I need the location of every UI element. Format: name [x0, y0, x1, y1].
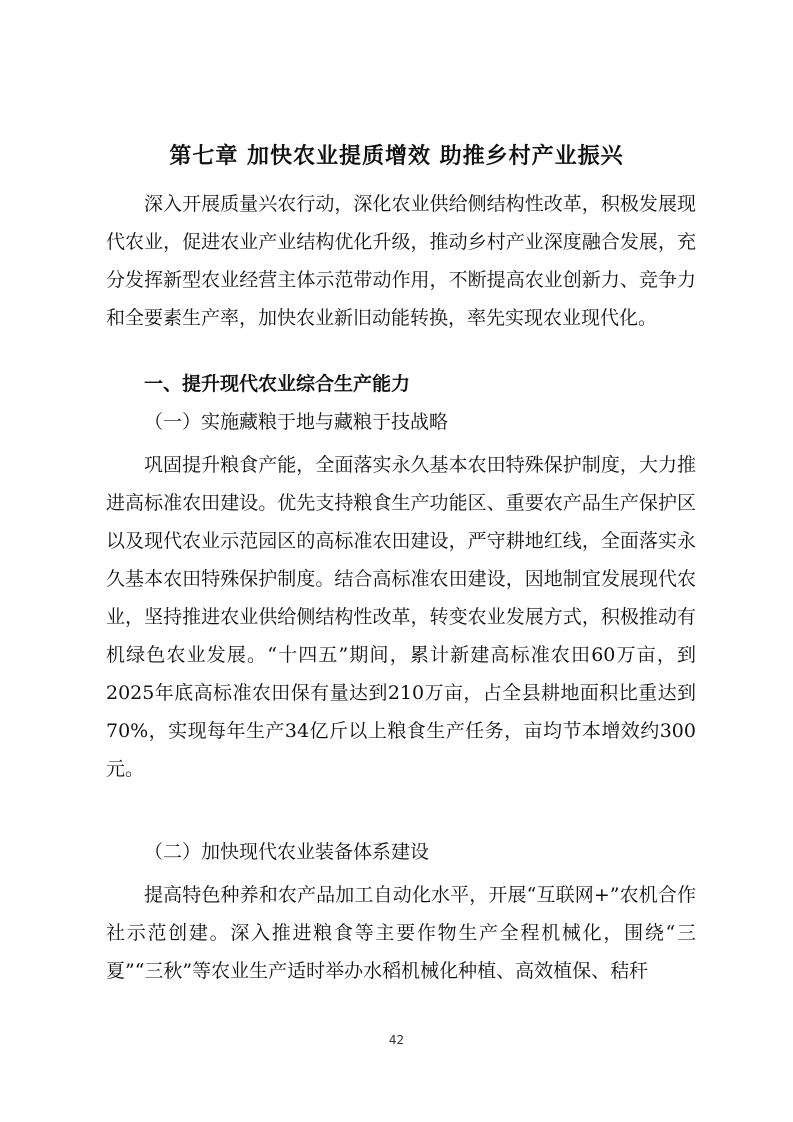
section-heading: 一、提升现代农业综合生产能力: [144, 373, 411, 395]
body-paragraph: 提高特色种养和农产品加工自动化水平，开展“互联网+”农机合作社示范创建。深入推进粮食等主要作物生产全程机械化，围绕“三夏”“三秋”等农业生产适时举办水稻机械化种植、高效植保、秸秆: [106, 884, 696, 982]
subsection-1-block: [106, 446, 696, 788]
chapter-title: 第七章 加快农业提质增效 助推乡村产业振兴: [169, 144, 624, 169]
intro-paragraph: 深入开展质量兴农行动，深化农业供给侧结构性改革，积极发展现代农业，促进农业产业结构优化升级，推动乡村产业深度融合发展，充分发挥新型农业经营主体示范带动作用，不断提高农业创新力、竞争力和全要素生产率，加快农业新旧动能转换，率先实现农业现代化。: [106, 193, 696, 329]
subsection-heading: （一）实施藏粮于地与藏粮于技战略: [144, 411, 449, 433]
subsection-2-block: [106, 876, 696, 990]
page-number: 42: [388, 1033, 405, 1047]
intro-block: [106, 185, 696, 337]
body-paragraph: 巩固提升粮食产能，全面落实永久基本农田特殊保护制度，大力推进高标准农田建设。优先支持粮食生产功能区、重要农产品生产保护区以及现代农业示范园区的高标准农田建设，严守耕地红线，全面落实永久基本农田特殊保护制度。结合高标准农田建设，因地制宜发展现代农业，坚持推进农业供给侧结构性改革，转变农业发展方式，积极推动有机绿色农业发展。“十四五”期间，累计新建高标准农田60万亩，到2025年底高标准农田保有量达到210万亩，占全县耕地面积比重达到70%，实现每年生产34亿斤以上粮食生产任务，亩均节本增效约300元。: [106, 454, 696, 780]
subsection-heading: （二）加快现代农业装备体系建设: [144, 841, 430, 863]
